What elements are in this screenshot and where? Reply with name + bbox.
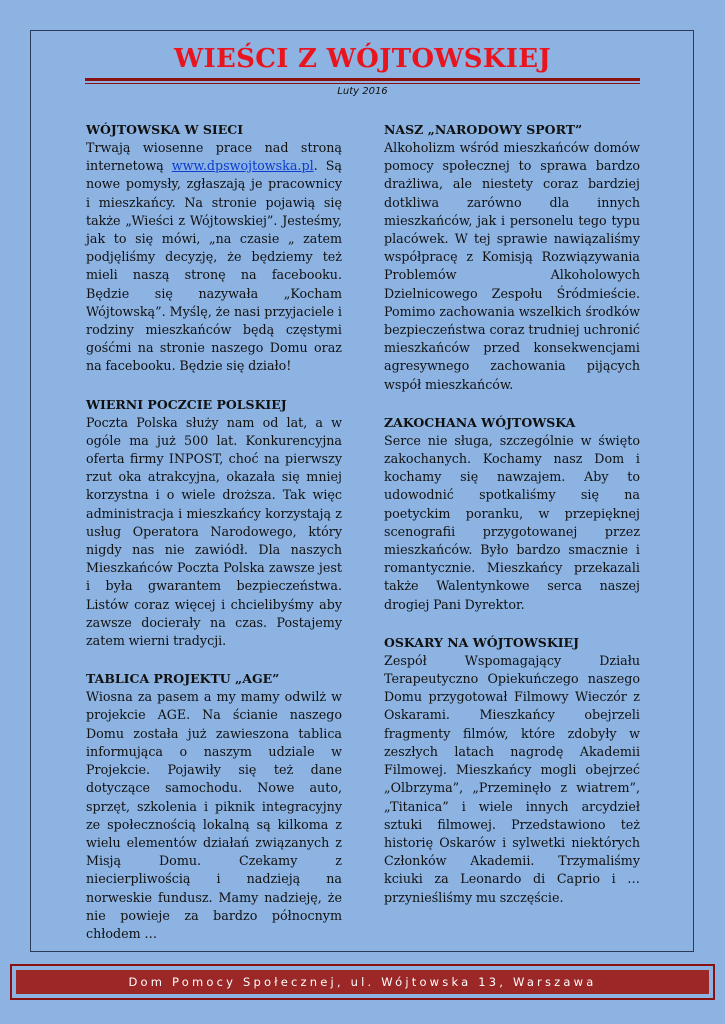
- title-rule-thin: [85, 83, 640, 84]
- article-oskary-na-wojtowskiej: [384, 634, 640, 907]
- article-body: Alkoholizm wśród mieszkańców domów pomocy społecznej to sprawa bardzo drażliwa, ale niestety coraz bardziej dotkliwa zarówno dla innych mieszkańców, jak i personelu tego typu placówek. W tej sprawie nawiązaliśmy współpracę z Komisją Rozwiązywania Problemów Alkoholowych Dzielnicowego Zespołu Śródmieście. Pomimo zachowania wszelkich środków bezpieczeństwa coraz trudniej uchronić mieszkańców przed konsekwencjami agresywnego zachowania pijących współ mieszkańców.: [384, 140, 640, 392]
- right-column: [384, 121, 640, 927]
- article-body: Wiosna za pasem a my mamy odwilż w projekcie AGE. Na ścianie naszego Domu została już zawieszona tablica informująca o naszym udziale w Projekcie. Pojawiły się też dane dotyczące samochodu. Nowe auto, sprzęt, szkolenia i piknik integracyjny ze społecznością lokalną są kilkoma z wielu elementów działań związanych z Misją Domu. Czekamy z niecierpliwością i nadzieją na norweskie fundusz. Mamy nadzieję, że nie powieje za bardzo północnym chłodem …: [86, 689, 342, 941]
- article-zakochana-wojtowska: [384, 414, 640, 614]
- article-wojtowska-w-sieci: [86, 121, 342, 376]
- website-link[interactable]: www.dpswojtowska.pl: [171, 158, 314, 174]
- article-body: Poczta Polska służy nam od lat, a w ogóle ma już 500 lat. Konkurencyjna oferta firmy INPOST, choć na pierwszy rzut oka atrakcyjna, okazała się mniej korzystna i o wiele droższa. Tak więc administracja i mieszkańcy korzystają z usług Operatora Narodowego, który nigdy nas nie zawiódł. Dla naszych Mieszkańców Poczta Polska zawsze jest i była gwarantem bezpieczeństwa. Listów coraz więcej i chcielibyśmy aby zawsze docierały na czas. Postajemy zatem wierni tradycji.: [86, 414, 342, 649]
- article-wierni-poczcie-polskiej: [86, 396, 342, 651]
- title-rule-thick: [85, 78, 640, 81]
- issue-date: Luty 2016: [337, 86, 388, 97]
- article-body: Serce nie sługa, szczególnie w święto zakochanych. Kochamy nasz Dom i kochamy się nawzajem. Aby to udowodnić spotkaliśmy się na poetyckim poranku, w przepięknej scenografii przygotowanej przez mieszkańców. Było bardzo smacznie i romantycznie. Mieszkańcy przekazali także Walentynkowe serca naszej drogiej Pani Dyrektor.: [384, 432, 640, 612]
- footer-frame: [10, 964, 715, 1000]
- left-column: [86, 121, 342, 963]
- article-tablica-projektu-age: [86, 670, 342, 943]
- article-heading: NASZ „NARODOWY SPORT”: [384, 122, 583, 137]
- newsletter-title: WIEŚCI Z WÓJTOWSKIEJ: [174, 44, 551, 74]
- article-body: [86, 139, 342, 376]
- article-heading: TABLICA PROJEKTU „AGE”: [86, 671, 280, 687]
- article-heading: ZAKOCHANA WÓJTOWSKA: [384, 414, 576, 430]
- article-heading: WIERNI POCZCIE POLSKIEJ: [86, 396, 287, 412]
- article-text: Trwają wiosenne prace nad stroną internetową: [86, 140, 342, 174]
- article-text: . Są nowe pomysły, zgłaszają je pracownicy i mieszkańcy. Na stronie pojawią się także „Wieści z Wójtowskiej”. Jesteśmy, jak to się mówi, „na czasie „ zatem podjęliśmy decyzję, że będziemy też mieli naszą stronę na facebooku. Będzie się nazywała „Kocham Wójtowską”. Myślę, że nasi przyjaciele i rodziny mieszkańców będą częstymi gośćmi na stronie naszego Domu oraz na facebooku. Będzie się działo!: [86, 158, 342, 374]
- article-narodowy-sport: [384, 121, 640, 394]
- footer-address-bar: Dom Pomocy Społecznej, ul. Wójtowska 13, Warszawa: [16, 970, 709, 994]
- article-heading: WÓJTOWSKA W SIECI: [86, 122, 244, 137]
- article-heading: OSKARY NA WÓJTOWSKIEJ: [384, 634, 579, 650]
- article-body: Zespół Wspomagający Działu Terapeutyczno Opiekuńczego naszego Domu przygotował Filmowy Wieczór z Oskarami. Mieszkańcy obejrzeli fragmenty filmów, które zdobyły w zeszłych latach nagrodę Akademii Filmowej. Mieszkańcy mogli obejrzeć „Olbrzyma”, „Przeminęło z wiatrem”, „Titanica” i wiele innych arcydzieł sztuki filmowej. Przedstawiono też historię Oskarów i sylwetki niektórych Członków Akademii. Trzymaliśmy kciuki za Leonardo di Caprio i … przynieśliśmy mu szczęście.: [384, 652, 640, 905]
